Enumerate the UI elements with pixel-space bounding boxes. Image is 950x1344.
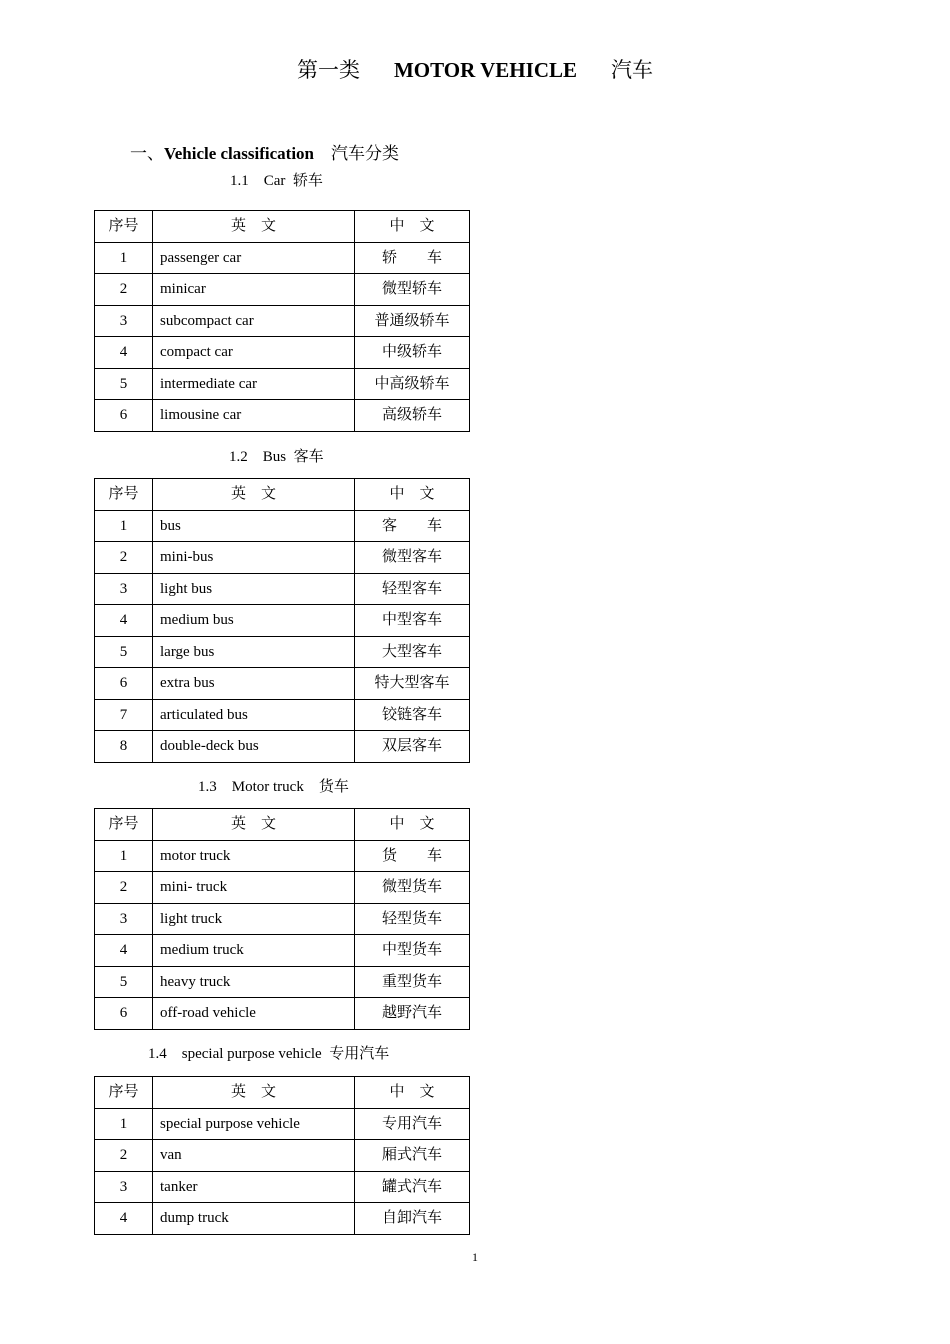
section-title-en: Vehicle classification xyxy=(164,144,314,163)
header-cn: 中 文 xyxy=(355,1077,470,1109)
title-en: MOTOR VEHICLE xyxy=(393,58,577,82)
header-cn: 中 文 xyxy=(355,211,470,243)
table-row xyxy=(95,1203,470,1235)
cell-cn: 微型货车 xyxy=(355,872,470,904)
cell-no: 4 xyxy=(95,935,153,967)
table-row xyxy=(95,368,470,400)
cell-no: 6 xyxy=(95,668,153,700)
table-row xyxy=(95,636,470,668)
cell-no: 3 xyxy=(95,573,153,605)
table-row xyxy=(95,699,470,731)
table-row xyxy=(95,668,470,700)
cell-en: light truck xyxy=(153,903,355,935)
table-header-row xyxy=(95,479,470,511)
table-row xyxy=(95,305,470,337)
cell-cn: 中型客车 xyxy=(355,605,470,637)
cell-no: 8 xyxy=(95,731,153,763)
cell-no: 1 xyxy=(95,1108,153,1140)
subheading-bus: 1.2 Bus 客车 xyxy=(229,449,324,465)
cell-no: 1 xyxy=(95,840,153,872)
cell-cn: 中级轿车 xyxy=(355,337,470,369)
cell-en: light bus xyxy=(153,573,355,605)
cell-cn: 罐式汽车 xyxy=(355,1171,470,1203)
cell-no: 4 xyxy=(95,1203,153,1235)
table-row xyxy=(95,903,470,935)
table-row xyxy=(95,1171,470,1203)
cell-en: motor truck xyxy=(153,840,355,872)
cell-en: van xyxy=(153,1140,355,1172)
table-car xyxy=(94,210,470,432)
title-cn-right: 汽车 xyxy=(611,58,653,82)
cell-en: medium truck xyxy=(153,935,355,967)
cell-no: 3 xyxy=(95,305,153,337)
cell-no: 5 xyxy=(95,636,153,668)
cell-en: tanker xyxy=(153,1171,355,1203)
table-header-row xyxy=(95,211,470,243)
cell-cn: 轻型货车 xyxy=(355,903,470,935)
table-row xyxy=(95,510,470,542)
cell-en: large bus xyxy=(153,636,355,668)
header-cn: 中 文 xyxy=(355,479,470,511)
cell-cn: 双层客车 xyxy=(355,731,470,763)
cell-no: 2 xyxy=(95,1140,153,1172)
table-row xyxy=(95,400,470,432)
cell-no: 2 xyxy=(95,872,153,904)
cell-cn: 微型轿车 xyxy=(355,274,470,306)
cell-cn: 轿 车 xyxy=(355,242,470,274)
cell-en: minicar xyxy=(153,274,355,306)
cell-no: 3 xyxy=(95,903,153,935)
header-no: 序号 xyxy=(95,809,153,841)
table-row xyxy=(95,242,470,274)
cell-cn: 中型货车 xyxy=(355,935,470,967)
cell-cn: 铰链客车 xyxy=(355,699,470,731)
cell-no: 3 xyxy=(95,1171,153,1203)
cell-en: subcompact car xyxy=(153,305,355,337)
cell-en: dump truck xyxy=(153,1203,355,1235)
cell-cn: 特大型客车 xyxy=(355,668,470,700)
header-no: 序号 xyxy=(95,479,153,511)
table-header-row xyxy=(95,1077,470,1109)
header-no: 序号 xyxy=(95,1077,153,1109)
cell-en: double-deck bus xyxy=(153,731,355,763)
cell-en: articulated bus xyxy=(153,699,355,731)
table-row xyxy=(95,840,470,872)
header-en: 英 文 xyxy=(153,211,355,243)
table-row xyxy=(95,966,470,998)
cell-cn: 大型客车 xyxy=(355,636,470,668)
cell-no: 4 xyxy=(95,337,153,369)
cell-cn: 自卸汽车 xyxy=(355,1203,470,1235)
header-no: 序号 xyxy=(95,211,153,243)
cell-no: 1 xyxy=(95,510,153,542)
table-row xyxy=(95,573,470,605)
header-cn: 中 文 xyxy=(355,809,470,841)
cell-no: 4 xyxy=(95,605,153,637)
section-heading xyxy=(130,140,399,168)
table-row xyxy=(95,542,470,574)
header-en: 英 文 xyxy=(153,809,355,841)
cell-no: 1 xyxy=(95,242,153,274)
cell-cn: 客 车 xyxy=(355,510,470,542)
cell-en: special purpose vehicle xyxy=(153,1108,355,1140)
table-motor-truck xyxy=(94,808,470,1030)
subheading-special-purpose: 1.4 special purpose vehicle 专用汽车 xyxy=(148,1046,390,1062)
page-number: 1 xyxy=(472,1250,478,1264)
table-row xyxy=(95,1140,470,1172)
cell-no: 6 xyxy=(95,998,153,1030)
table-row xyxy=(95,731,470,763)
cell-en: off-road vehicle xyxy=(153,998,355,1030)
cell-no: 5 xyxy=(95,966,153,998)
cell-en: mini-bus xyxy=(153,542,355,574)
cell-cn: 微型客车 xyxy=(355,542,470,574)
subheading-car: 1.1 Car 轿车 xyxy=(230,173,323,189)
table-row xyxy=(95,872,470,904)
cell-no: 7 xyxy=(95,699,153,731)
header-en: 英 文 xyxy=(153,479,355,511)
cell-no: 2 xyxy=(95,274,153,306)
subheading-motor-truck: 1.3 Motor truck 货车 xyxy=(198,779,349,795)
table-bus xyxy=(94,478,470,763)
cell-en: bus xyxy=(153,510,355,542)
table-row xyxy=(95,337,470,369)
cell-en: intermediate car xyxy=(153,368,355,400)
cell-no: 5 xyxy=(95,368,153,400)
cell-cn: 高级轿车 xyxy=(355,400,470,432)
cell-cn: 轻型客车 xyxy=(355,573,470,605)
page-title xyxy=(0,52,950,88)
table-row xyxy=(95,605,470,637)
table-special-purpose xyxy=(94,1076,470,1235)
cell-en: extra bus xyxy=(153,668,355,700)
cell-en: medium bus xyxy=(153,605,355,637)
cell-cn: 中高级轿车 xyxy=(355,368,470,400)
cell-no: 2 xyxy=(95,542,153,574)
cell-cn: 厢式汽车 xyxy=(355,1140,470,1172)
cell-en: passenger car xyxy=(153,242,355,274)
section-title-cn: 汽车分类 xyxy=(331,144,399,163)
cell-en: mini- truck xyxy=(153,872,355,904)
header-en: 英 文 xyxy=(153,1077,355,1109)
cell-cn: 重型货车 xyxy=(355,966,470,998)
cell-en: heavy truck xyxy=(153,966,355,998)
cell-cn: 越野汽车 xyxy=(355,998,470,1030)
cell-cn: 专用汽车 xyxy=(355,1108,470,1140)
section-prefix: 一、 xyxy=(130,144,164,163)
table-row xyxy=(95,935,470,967)
cell-cn: 普通级轿车 xyxy=(355,305,470,337)
table-header-row xyxy=(95,809,470,841)
cell-en: limousine car xyxy=(153,400,355,432)
cell-cn: 货 车 xyxy=(355,840,470,872)
table-row xyxy=(95,1108,470,1140)
title-cn-left: 第一类 xyxy=(296,58,360,82)
table-row xyxy=(95,998,470,1030)
cell-en: compact car xyxy=(153,337,355,369)
cell-no: 6 xyxy=(95,400,153,432)
table-row xyxy=(95,274,470,306)
